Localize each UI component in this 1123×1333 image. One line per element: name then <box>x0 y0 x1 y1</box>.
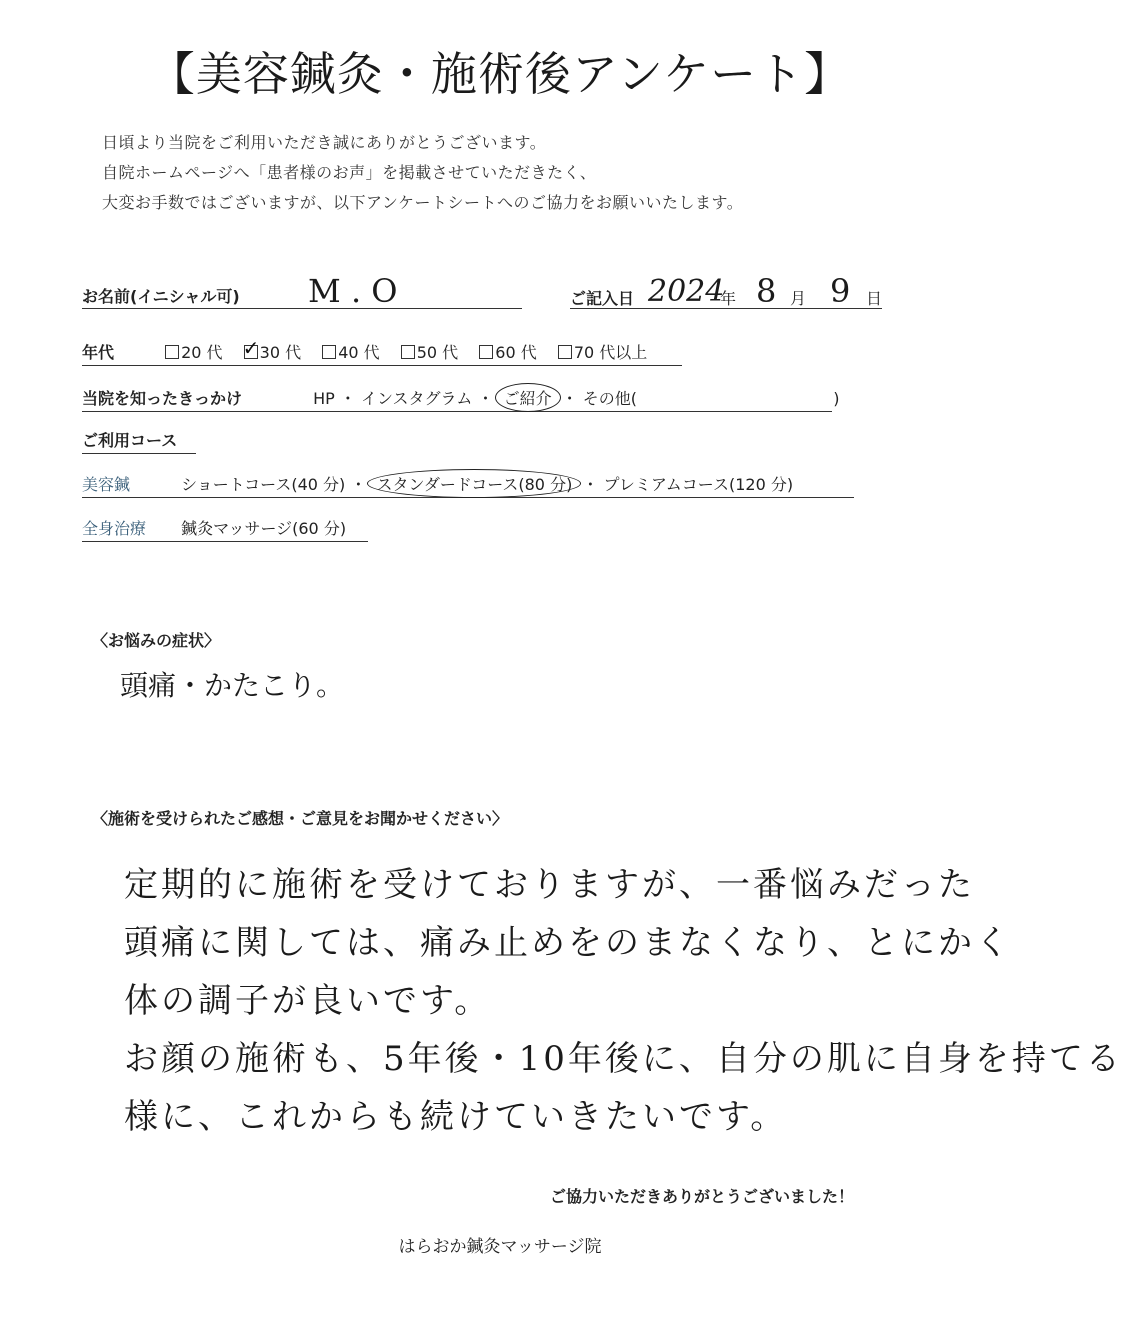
source-other-close: ) <box>833 389 840 408</box>
feedback-line: 様に、これからも続けていきたいです。 <box>124 1097 788 1137</box>
age-option-20[interactable]: 20 代 <box>165 340 222 363</box>
symptoms-value[interactable]: 頭痛・かたこり。 <box>120 669 345 702</box>
date-year-unit: 年 <box>720 289 737 308</box>
date-day-unit: 日 <box>866 289 883 308</box>
age-row <box>82 340 682 366</box>
course-body-row <box>82 516 368 542</box>
date-day: 9 <box>830 272 851 310</box>
course-premium[interactable]: プレミアムコース(120 分) <box>603 475 794 494</box>
checkbox[interactable] <box>558 345 572 359</box>
source-option-referral-selected[interactable]: ご紹介 <box>495 383 561 412</box>
feedback-line: お顔の施術も、5年後・10年後に、自分の肌に自身を持てる <box>124 1039 1123 1079</box>
date-field[interactable] <box>570 272 883 310</box>
age-option-70[interactable]: 70 代以上 <box>558 340 647 363</box>
page-title: 【美容鍼灸・施術後アンケート】 <box>148 47 852 101</box>
feedback-line: 頭痛に関しては、痛み止めをのまなくなり、とにかく <box>124 923 1012 963</box>
intro-line: 大変お手数ではございますが、以下アンケートシートへのご協力をお願いいたします。 <box>102 193 744 212</box>
name-field[interactable] <box>82 272 522 310</box>
age-option-60[interactable]: 60 代 <box>479 340 536 363</box>
intro-line: 自院ホームページへ「患者様のお声」を掲載させていただきたく、 <box>102 163 597 182</box>
thanks-text: ご協力いただきありがとうございました！ <box>550 1187 855 1206</box>
checkbox[interactable] <box>479 345 493 359</box>
date-month-unit: 月 <box>790 289 807 308</box>
course-body-label: 全身治療 <box>82 519 147 538</box>
source-option-hp[interactable]: HP <box>313 389 335 408</box>
age-option-30[interactable]: ✓ 30 代 <box>244 340 301 363</box>
course-short[interactable]: ショートコース(40 分) <box>181 475 346 494</box>
name-label: お名前(イニシャル可) <box>82 287 240 306</box>
clinic-name: はらおか鍼灸マッサージ院 <box>398 1237 602 1257</box>
date-month: 8 <box>756 272 777 310</box>
checkbox-checked[interactable] <box>244 345 258 359</box>
source-label: 当院を知ったきっかけ <box>82 389 243 408</box>
feedback-line: 体の調子が良いです。 <box>124 981 492 1021</box>
date-year: 2024 <box>648 274 725 309</box>
name-value: M . O <box>308 272 398 310</box>
feedback-heading: 〈施術を受けられたご感想・ご意見をお聞かせください〉 <box>92 809 509 828</box>
checkbox[interactable] <box>322 345 336 359</box>
source-row: 当院を知ったきっかけ HP ・ インスタグラム ・ ご紹介 ・ その他( ) <box>82 386 832 412</box>
age-option-40[interactable]: 40 代 <box>322 340 379 363</box>
course-beauty-row: 美容鍼 ショートコース(40 分) ・ スタンダードコース(80 分) ・ プレミアムコース(120 分) <box>82 472 854 498</box>
intro-line: 日頃より当院をご利用いただき誠にありがとうございます。 <box>102 133 547 152</box>
course-beauty-label: 美容鍼 <box>82 475 131 494</box>
age-label: 年代 <box>82 343 115 362</box>
course-standard-selected[interactable]: スタンダードコース(80 分) <box>367 469 581 498</box>
feedback-line: 定期的に施術を受けておりますが、一番悩みだった <box>124 865 975 905</box>
age-option-50[interactable]: 50 代 <box>401 340 458 363</box>
symptoms-heading: 〈お悩みの症状〉 <box>92 631 221 650</box>
course-acupuncture-massage[interactable]: 鍼灸マッサージ(60 分) <box>181 519 347 538</box>
checkbox[interactable] <box>165 345 179 359</box>
intro-text <box>102 128 743 218</box>
course-label: ご利用コース <box>82 428 196 454</box>
checkbox[interactable] <box>401 345 415 359</box>
source-option-other[interactable]: その他( <box>582 389 638 408</box>
feedback-text[interactable] <box>124 856 1123 1146</box>
date-label: ご記入日 <box>570 289 635 308</box>
source-option-instagram[interactable]: インスタグラム <box>360 389 473 408</box>
